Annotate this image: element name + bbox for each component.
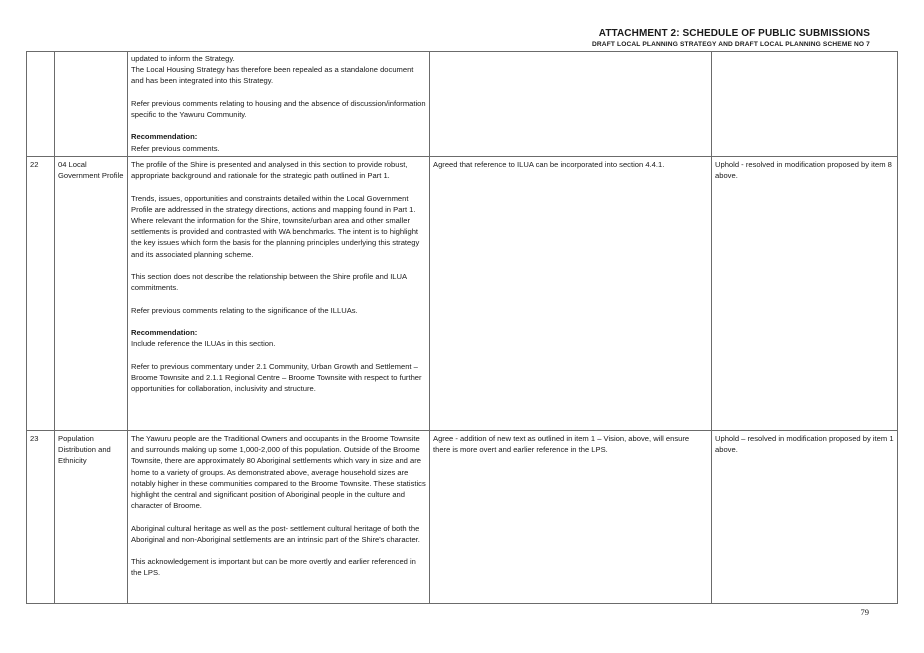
- table-row: [27, 431, 898, 604]
- submission-comment: [128, 431, 430, 604]
- comment-paragraph: Refer to previous commentary under 2.1 Community, Urban Growth and Settlement – Broome Townsite and 2.1.1 Regional Centre – Broome Townsite with respect to further opportunities for collaboration, inclusivity and structure.: [131, 361, 422, 393]
- page-number: 79: [860, 607, 869, 617]
- shire-response: Agreed that reference to ILUA can be incorporated into section 4.4.1.: [430, 157, 712, 431]
- comment-paragraph: The Yawuru people are the Traditional Owners and occupants in the Broome Townsite and surrounds making up some 1,000-2,000 of this population. Outside of the Broome Townsite, there are approximately 80 Aboriginal settlements which vary in size and are home to a variety of groups. As demonstrated above, average household sizes are notably higher in these communities compared to the Broome Townsite. These statistics highlight the central and significant position of Aboriginal people in the culture and character of Broome.: [131, 434, 426, 511]
- shire-response: [430, 52, 712, 157]
- table-row: [27, 52, 898, 157]
- outcome: Uphold – resolved in modification proposed by item 1 above.: [712, 431, 898, 604]
- recommendation-block: [131, 131, 426, 153]
- outcome: Uphold - resolved in modification proposed by item 8 above.: [712, 157, 898, 431]
- submission-comment: [128, 52, 430, 157]
- comment-paragraph: updated to inform the Strategy. The Local Housing Strategy has therefore been repealed as a standalone document and has been integrated into this Strategy.: [131, 54, 414, 86]
- submission-comment: [128, 157, 430, 431]
- recommendation-text: Refer previous comments.: [131, 143, 220, 153]
- comment-paragraph: Trends, issues, opportunities and constraints detailed within the Local Government Profile are addressed in the strategy directions, actions and mapping found in Part 1. Where relevant the information for the Shire, townsite/urban area and other smaller settlements is provided and contrasted with WA benchmarks. The intent is to highlight the key issues which form the basis for the planning principles underlying this strategy and its associated planning scheme.: [131, 193, 420, 259]
- comment-paragraph: The profile of the Shire is presented and analysed in this section to provide robust, appropriate background and rationale for the strategic path outlined in Part 1.: [131, 160, 408, 181]
- item-number: 23: [27, 431, 55, 604]
- item-number: 22: [27, 157, 55, 431]
- comment-paragraph: This section does not describe the relationship between the Shire profile and ILUA commitments.: [131, 272, 407, 293]
- attachment-title: ATTACHMENT 2: SCHEDULE OF PUBLIC SUBMISSIONS: [598, 28, 870, 39]
- section-name: [55, 52, 128, 157]
- section-name: Population Distribution and Ethnicity: [55, 431, 128, 604]
- outcome: [712, 52, 898, 157]
- comment-paragraph: Refer previous comments relating to the significance of the ILLUAs.: [131, 305, 358, 315]
- comment-paragraph: This acknowledgement is important but can be more overtly and earlier referenced in the LPS.: [131, 557, 416, 578]
- submissions-table: [26, 51, 898, 604]
- document-subtitle: DRAFT LOCAL PLANNING STRATEGY AND DRAFT LOCAL PLANNING SCHEME NO 7: [591, 41, 870, 48]
- recommendation-label: Recommendation:: [131, 132, 198, 142]
- comment-paragraph: Refer previous comments relating to housing and the absence of discussion/information specific to the Yawuru Community.: [131, 98, 426, 119]
- recommendation-label: Recommendation:: [131, 327, 198, 337]
- recommendation-block: [131, 327, 426, 349]
- section-name: 04 Local Government Profile: [55, 157, 128, 431]
- shire-response: Agree - addition of new text as outlined in item 1 – Vision, above, will ensure there is more overt and earlier reference in the LPS.: [430, 431, 712, 604]
- comment-paragraph: Aboriginal cultural heritage as well as the post- settlement cultural heritage of both the Aboriginal and non-Aboriginal settlements are an intrinsic part of the Shire's character.: [131, 523, 420, 544]
- item-number: [27, 52, 55, 157]
- recommendation-text: Include reference the ILUAs in this section.: [131, 339, 276, 349]
- table-row: [27, 157, 898, 431]
